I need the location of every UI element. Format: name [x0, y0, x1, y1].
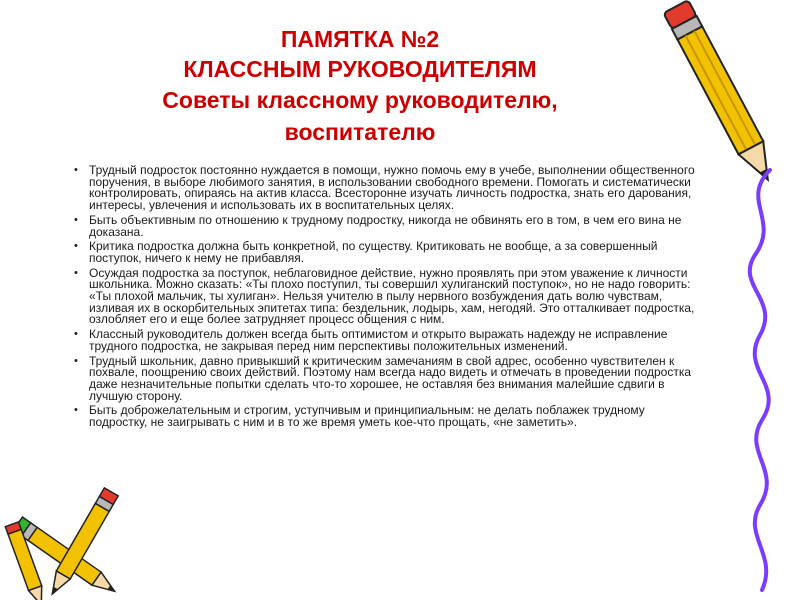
decorative-squiggle — [700, 160, 800, 600]
list-item-text: Трудный школьник, давно привыкший к критическим замечаниям в свой адрес, особенно чувствителен к похвале, поощрению своих действий. Поэтому нам всегда надо видеть и отмечать в проведении подростка даже незначительные попытки сделать что-то хорошее, не оставляя без внимания малейшие сдвиги в лучшую сторону. — [89, 353, 692, 403]
bullet-icon: • — [74, 213, 78, 226]
list-item-text: Быть доброжелательным и строгим, уступчивым и принципиальным: не делать поблажек трудному подростку, не заигрывать с ним и в то же время уметь кое-что прощать, «не заметить». — [89, 403, 645, 430]
list-item-text: Быть объективным по отношению к трудному подростку, никогда не обвинять его в том, в чем его вина не доказана. — [89, 212, 682, 239]
list-item-text: Осуждая подростка за поступок, неблаговидное действие, нужно проявлять при этом уважение к личности школьника. Можно сказать: «Ты плохо поступил, ты совершил хулиганский поступок», но не надо говорить: «Ты плохой мальчик, ты хулиган». Нельзя учителю в пылу нервного возбуждения дать волю чувствам, изливая их в оскорбительных эпитетах типа: бездельник, лодырь, хам, негодяй. Это отталкивает подростка, озлобляет его и еще более затрудняет процесс общения с ним. — [89, 265, 695, 327]
list-item — [72, 265, 700, 327]
list-item — [72, 405, 700, 428]
bullet-icon: • — [74, 328, 78, 341]
bullet-icon: • — [74, 240, 78, 253]
list-item-text: Критика подростка должна быть конкретной, по существу. Критиковать не вообще, а за совершенный поступок, ничего к нему не прибавляя. — [89, 239, 658, 265]
list-item-text: Трудный подросток постоянно нуждается в помощи, нужно помочь ему в учебе, выполнении общественного поручения, в выборе любимого занятия, в использовании свободного времени. Помогать и систематически контролировать, опираясь на актив класса. Всесторонне изучать личность подростка, знать его дарования, интересы, увлечения и использовать их в воспитательных целях. — [89, 163, 695, 213]
title-block — [60, 24, 660, 148]
bullet-icon: • — [74, 164, 78, 176]
list-item — [72, 241, 700, 264]
subtitle-educator: воспитателю — [284, 119, 436, 145]
bullet-icon: • — [74, 266, 78, 279]
list-item — [72, 165, 700, 212]
bullet-icon: • — [74, 404, 78, 417]
list-item — [72, 353, 700, 403]
list-item — [72, 212, 700, 239]
subtitle-advice: Советы классному руководителю, — [162, 87, 558, 113]
advice-list — [72, 165, 700, 432]
title-memo-number: ПАМЯТКА №2 — [280, 26, 440, 52]
crossed-pencils-icon — [0, 480, 160, 600]
title-audience: КЛАССНЫМ РУКОВОДИТЕЛЯМ — [183, 56, 537, 82]
list-item — [72, 329, 700, 352]
bullet-icon: • — [74, 354, 78, 367]
list-item-text: Классный руководитель должен всегда быть оптимистом и открыто выражать надежду не исправление трудного подростка, не закрывая перед ним перспективы положительных изменений. — [89, 327, 668, 353]
